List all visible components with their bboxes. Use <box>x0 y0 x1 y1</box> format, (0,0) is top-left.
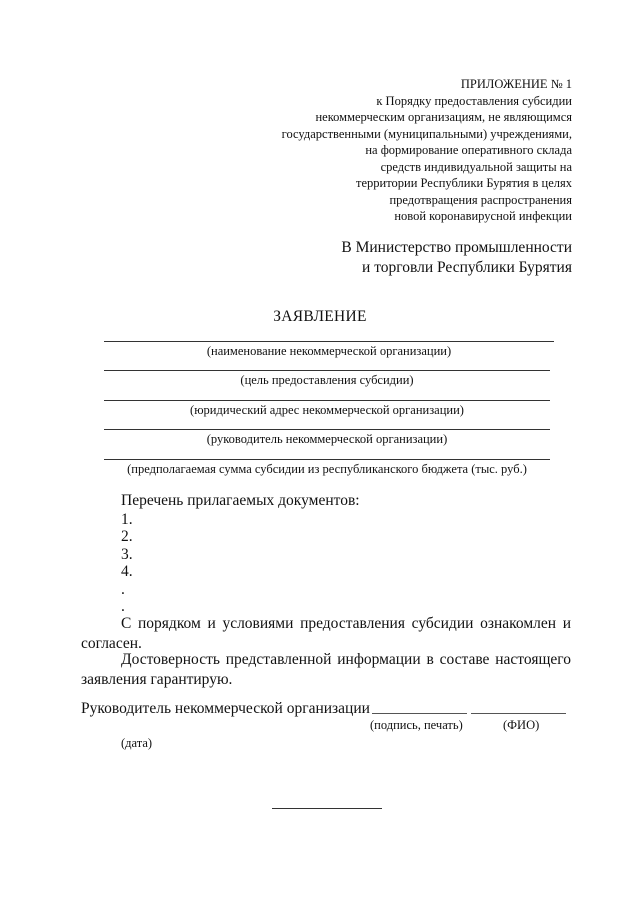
addressee <box>252 238 572 278</box>
appendix-line: к Порядку предоставления субсидии <box>376 93 572 108</box>
guarantee-paragraph: Достоверность представленной информации в составе настоящего заявления гарантирую. <box>81 651 571 688</box>
fill-line <box>104 370 550 371</box>
addressee-line-2: и торговли Республики Бурятия <box>362 259 572 276</box>
subsidy-amount-field[interactable] <box>104 459 550 477</box>
appendix-title: ПРИЛОЖЕНИЕ № 1 <box>460 77 572 91</box>
fill-line <box>104 341 554 342</box>
signature-caption: (подпись, печать) <box>370 718 463 732</box>
appendix-line: предотвращения распространения <box>389 192 572 207</box>
list-item: 1. <box>121 510 133 528</box>
field-caption: (цель предоставления субсидии) <box>240 373 414 387</box>
agreement-paragraph: С порядком и условиями предоставления субсидии ознакомлен и согласен. <box>81 615 571 652</box>
list-item: . <box>121 598 125 615</box>
appendix-line: территории Республики Бурятия в целях <box>356 176 572 190</box>
footer-divider <box>272 808 382 809</box>
signature-label: Руководитель некоммерческой организации <box>81 700 370 717</box>
legal-address-field[interactable] <box>104 400 550 418</box>
field-caption: (наименование некоммерческой организации) <box>206 344 452 358</box>
organization-name-field[interactable] <box>104 341 554 359</box>
appendix-header <box>212 76 572 225</box>
attached-documents-list <box>121 492 571 616</box>
fill-line <box>104 459 550 460</box>
addressee-line-1: В Министерство промышленности <box>341 239 572 256</box>
field-caption: (предполагаемая сумма субсидии из республиканского бюджета (тыс. руб.) <box>127 462 527 476</box>
fill-line <box>104 400 550 401</box>
organization-head-field[interactable] <box>104 429 550 447</box>
appendix-line: некоммерческим организациям, не являющимся <box>315 110 572 124</box>
name-line[interactable] <box>471 713 566 714</box>
signature-line[interactable] <box>372 713 467 714</box>
document-title: ЗАЯВЛЕНИЕ <box>273 308 367 325</box>
list-item: 2. <box>121 528 133 545</box>
name-caption: (ФИО) <box>503 718 540 732</box>
appendix-line: государственными (муниципальными) учреждениями, <box>281 126 572 141</box>
field-caption: (руководитель некоммерческой организации) <box>206 432 448 446</box>
appendix-line: средств индивидуальной защиты на <box>380 159 572 174</box>
list-item: . <box>121 580 125 598</box>
list-item: 4. <box>121 563 133 580</box>
subsidy-purpose-field[interactable] <box>104 370 550 388</box>
appendix-line: на формирование оперативного склада <box>365 143 572 157</box>
list-item: 3. <box>121 545 133 563</box>
appendix-line: новой коронавирусной инфекции <box>394 209 572 223</box>
documents-heading: Перечень прилагаемых документов: <box>121 492 360 509</box>
field-caption: (юридический адрес некоммерческой организации) <box>190 403 464 417</box>
date-caption: (дата) <box>121 736 153 750</box>
fill-line <box>104 429 550 430</box>
